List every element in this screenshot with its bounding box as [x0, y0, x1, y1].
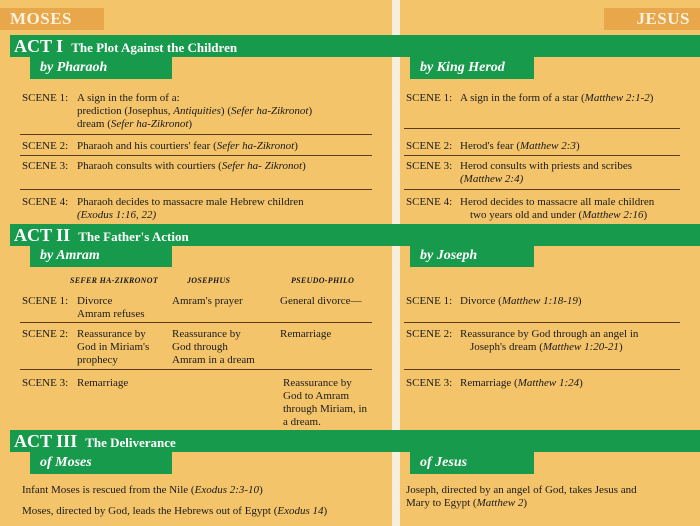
act-2-scene-2-josephus-line-3: Amram in a dream: [172, 354, 255, 366]
column-header-sefer: SEFER HA-ZIKRONOT: [70, 276, 159, 285]
act-2-scene-1-josephus: Amram's prayer: [172, 295, 243, 307]
act-2-scene-1-sefer-line-2: Amram refuses: [77, 308, 145, 320]
act-3-left-item-2: Moses, directed by God, leads the Hebrews out of Egypt (Exodus 14): [22, 505, 328, 517]
act-2-scene-3-pseudo-philo-line-2: God to Amram: [283, 390, 349, 402]
act-2-scene-2-pseudo-philo: Remarriage: [280, 328, 332, 340]
jesus-side-label: JESUS: [604, 8, 700, 30]
act-1-right-rule-3: [404, 189, 680, 190]
act-1-left-scene-2-text: Pharaoh and his courtiers' fear (Sefer ha-Zikronot): [77, 140, 298, 152]
act-1-left-rule-3: [20, 189, 372, 190]
act-2-title: The Father's Action: [78, 229, 189, 244]
act-1-left-rule-2: [20, 155, 372, 156]
act-1-number: ACT I: [14, 36, 64, 56]
act-1-left-scene-3-text: Pharaoh consults with courtiers (Sefer ha- Zikronot): [77, 160, 306, 172]
act-1-right-scene-3-line-2: (Matthew 2:4): [460, 173, 524, 185]
act-1-left-scene-1-line-2: prediction (Josephus, Antiquities) (Sefer ha-Zikronot): [77, 105, 313, 117]
column-header-pseudo-philo: PSEUDO-PHILO: [291, 276, 355, 285]
act-2-right-scene-2-label: SCENE 2:: [406, 328, 453, 340]
act-2-scene-2-sefer-line-3: prophecy: [77, 354, 118, 366]
act-2-right-rule-2: [404, 369, 680, 370]
act-3-right-item-1-line-1: Joseph, directed by an angel of God, takes Jesus and: [406, 484, 637, 496]
act-2-left-scene-3-label: SCENE 3:: [22, 377, 69, 389]
act-2-scene-3-pseudo-philo-line-1: Reassurance by: [283, 377, 352, 389]
act-1-left-scene-4-label: SCENE 4:: [22, 196, 69, 208]
act-2-scene-2-josephus-line-2: God through: [172, 341, 228, 353]
act-3-left-subtitle: of Moses: [30, 452, 172, 474]
act-2-right-scene-3-label: SCENE 3:: [406, 377, 453, 389]
act-1-right-scene-2-label: SCENE 2:: [406, 140, 453, 152]
act-2-left-rule-2: [20, 369, 372, 370]
act-1-right-scene-4-label: SCENE 4:: [406, 196, 453, 208]
act-1-right-scene-3-line-1: Herod consults with priests and scribes: [460, 160, 632, 172]
act-2-bar: [10, 224, 700, 246]
act-1-left-scene-2-label: SCENE 2:: [22, 140, 69, 152]
act-2-left-scene-1-label: SCENE 1:: [22, 295, 69, 307]
act-1-left-scene-4-line-2: (Exodus 1:16, 22): [77, 209, 157, 221]
act-1-left-scene-1-label: SCENE 1:: [22, 92, 69, 104]
act-2-right-scene-3-text: Remarriage (Matthew 1:24): [460, 377, 583, 389]
act-1-right-scene-1-label: SCENE 1:: [406, 92, 453, 104]
act-3-right-subtitle: of Jesus: [410, 452, 534, 474]
act-1-left-scene-1-line-3: dream (Sefer ha-Zikronot): [77, 118, 193, 130]
act-2-left-rule-1: [20, 322, 372, 323]
act-1-left-subtitle: by Pharaoh: [30, 57, 172, 79]
act-1-bar: [10, 35, 700, 57]
act-2-right-rule-1: [404, 322, 680, 323]
act-2-right-subtitle: by Joseph: [410, 245, 534, 267]
act-3-title: The Deliverance: [85, 435, 176, 450]
act-2-scene-3-pseudo-philo-line-4: a dream.: [283, 416, 321, 428]
act-1-right-scene-4-line-2: two years old and under (Matthew 2:16): [470, 209, 648, 221]
act-1-left-scene-3-label: SCENE 3:: [22, 160, 69, 172]
act-1-title: The Plot Against the Children: [71, 40, 238, 55]
column-header-josephus: JOSEPHUS: [187, 276, 231, 285]
act-2-right-scene-1-label: SCENE 1:: [406, 295, 453, 307]
act-2-number: ACT II: [14, 225, 71, 245]
act-2-right-scene-2-line-2: Joseph's dream (Matthew 1:20-21): [470, 341, 623, 353]
act-1-right-rule-1: [404, 128, 680, 129]
act-2-scene-2-sefer-line-1: Reassurance by: [77, 328, 146, 340]
act-2-scene-1-sefer-line-1: Divorce: [77, 295, 113, 307]
act-1-left-scene-4-line-1: Pharaoh decides to massacre male Hebrew children: [77, 196, 304, 208]
act-3-left-item-1: Infant Moses is rescued from the Nile (Exodus 2:3-10): [22, 484, 263, 496]
act-1-left-scene-1-line-1: A sign in the form of a:: [77, 92, 180, 104]
act-1-right-scene-4-line-1: Herod decides to massacre all male children: [460, 196, 655, 208]
act-3-bar: [10, 430, 700, 452]
act-1-right-scene-1-text: A sign in the form of a star (Matthew 2:1-2): [460, 92, 654, 104]
act-1-right-scene-3-label: SCENE 3:: [406, 160, 453, 172]
act-2-right-scene-1-text: Divorce (Matthew 1:18-19): [460, 295, 582, 307]
act-1-right-scene-2-text: Herod's fear (Matthew 2:3): [460, 140, 580, 152]
act-2-right-scene-2-line-1: Reassurance by God through an angel in: [460, 328, 639, 340]
act-3-number: ACT III: [14, 431, 78, 451]
act-2-scene-1-pseudo-philo: General divorce—: [280, 295, 362, 307]
act-2-scene-3-sefer: Remarriage: [77, 377, 129, 389]
act-2-left-subtitle: by Amram: [30, 245, 172, 267]
act-2-scene-3-pseudo-philo-line-3: through Miriam, in: [283, 403, 368, 415]
act-2-left-scene-2-label: SCENE 2:: [22, 328, 69, 340]
act-1-right-rule-2: [404, 155, 680, 156]
moses-side-label: MOSES: [0, 8, 104, 30]
act-1-right-subtitle: by King Herod: [410, 57, 534, 79]
act-2-scene-2-josephus-line-1: Reassurance by: [172, 328, 241, 340]
act-2-scene-2-sefer-line-2: God in Miriam's: [77, 341, 150, 353]
act-3-right-item-1-line-2: Mary to Egypt (Matthew 2): [406, 497, 527, 509]
act-1-left-rule-1: [20, 134, 372, 135]
